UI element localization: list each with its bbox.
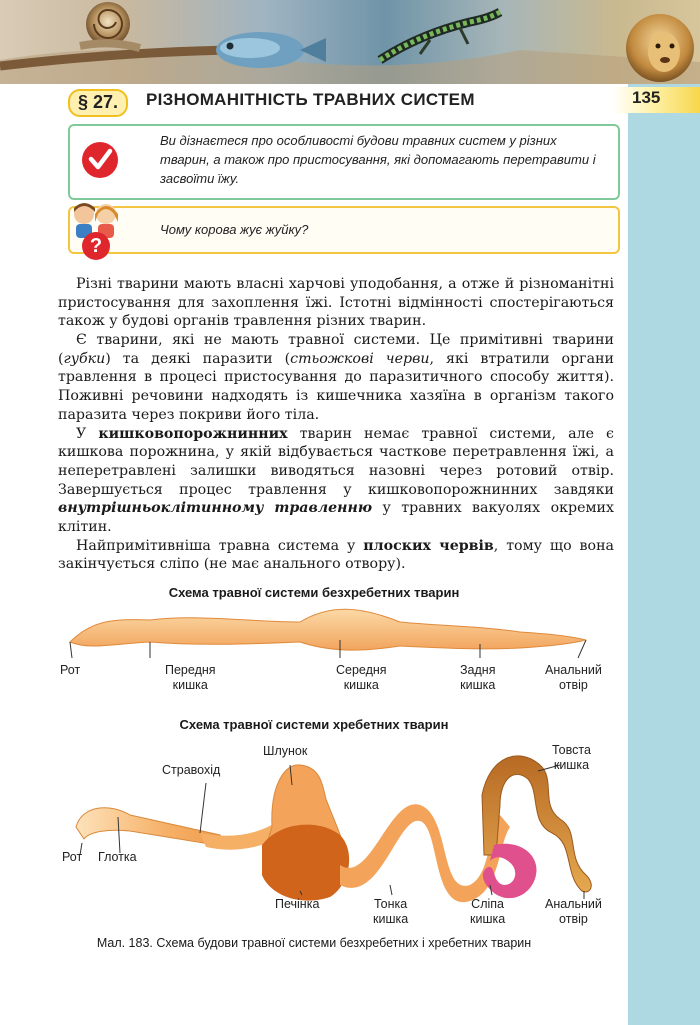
- diagram-invertebrate-title: Схема травної системи безхребетних тварин: [168, 585, 460, 600]
- paragraph-3-text-c: у травних вакуолях окремих клітин.: [58, 500, 614, 535]
- label-liver: Печінка: [275, 897, 320, 911]
- figure-caption: Мал. 183. Схема будови травної системи безхребетних і хребетних тварин: [96, 936, 532, 950]
- label-hindgut: Задня кишка: [460, 663, 496, 692]
- diagram-vertebrate-title: Схема травної системи хребетних тварин: [179, 717, 449, 732]
- learning-goals-text: Ви дізнаєтеся про особливості будови травних систем у різних тварин, а також про пристосування, які допомагають перетравити і засвоїти їжу.: [160, 133, 596, 186]
- page-side-bar: [628, 84, 700, 1025]
- paragraph-1: Різні тварини мають власні харчові уподобання, а отже й різноманітні пристосування для захоплення їжі. Істотні відмінності спостерігаються також у будові органів травлення різних тварин.: [58, 276, 614, 330]
- question-text: Чому корова жує жуйку?: [160, 222, 309, 237]
- paragraph-2-text-c: , які втратили органи травлення в процесі пристосування до паразитичного способу життя). Поживні речовини надходять із кишечника хазяїна в організм такого паразита через покриви його тіла.: [58, 350, 614, 423]
- page-number: 135: [632, 88, 661, 107]
- term-sponges: губки: [63, 350, 106, 367]
- label-midgut: Середня кишка: [336, 663, 387, 692]
- body-text: [58, 275, 614, 574]
- paragraph-3-text-b: тварин немає травної системи, але є кишкова порожнина, у якій відбувається часткове перетравлення їжі, а неперетравлені залишки виводяться назовні через ротовий отвір. Завершується процес травлення у кишковопорожнинних завдяки: [58, 425, 614, 498]
- paragraph-3-text-a: У: [76, 425, 99, 442]
- diagram-invertebrate-gut: [0, 600, 628, 710]
- label-pharynx: Глотка: [98, 850, 137, 864]
- term-flatworms: плоских червів: [363, 537, 494, 554]
- paragraph-4-text-b: , тому що вона закінчується сліпо (не має анального отвору).: [58, 537, 614, 573]
- paragraph-2-text-b: ) та деякі паразити (: [105, 350, 291, 367]
- question-icon: ?: [82, 232, 110, 260]
- section-heading: [68, 89, 613, 113]
- term-coelenterates: кишковопорожнинних: [98, 425, 288, 442]
- section-number: § 27.: [68, 89, 128, 117]
- paragraph-4-text-a: Найпримітивніша травна система у: [76, 537, 364, 554]
- question-box: [68, 206, 620, 254]
- learning-goals-box: [68, 124, 620, 200]
- label-anus-1: Анальний отвір: [545, 663, 602, 692]
- label-esophagus: Стравохід: [162, 763, 221, 777]
- label-small-intestine: Тонка кишка: [373, 897, 409, 926]
- label-colon: Товста кишка: [552, 743, 591, 772]
- label-cecum: Сліпа кишка: [470, 897, 506, 926]
- page-title: РІЗНОМАНІТНІСТЬ ТРАВНИХ СИСТЕМ: [146, 90, 475, 109]
- label-stomach: Шлунок: [263, 744, 308, 758]
- paragraph-4: [58, 537, 614, 574]
- label-foregut: Передня кишка: [165, 663, 216, 692]
- paragraph-3: [58, 425, 614, 537]
- paragraph-2: [58, 331, 614, 424]
- term-tapeworms: стьожкові черви: [290, 350, 430, 367]
- header-banner-image: [0, 0, 700, 84]
- banner-animals-illustration: [0, 0, 700, 84]
- label-mouth-1: Рот: [60, 663, 81, 677]
- term-intracellular-digestion: внутрішньоклітинному травленню: [58, 500, 373, 517]
- paragraph-2-text-a: Є тварини, які не мають травної системи. Це примітивні тварини (: [58, 332, 614, 367]
- label-anus-2: Анальний отвір: [545, 897, 602, 926]
- label-mouth-2: Рот: [62, 850, 83, 864]
- checkmark-icon: [82, 142, 118, 178]
